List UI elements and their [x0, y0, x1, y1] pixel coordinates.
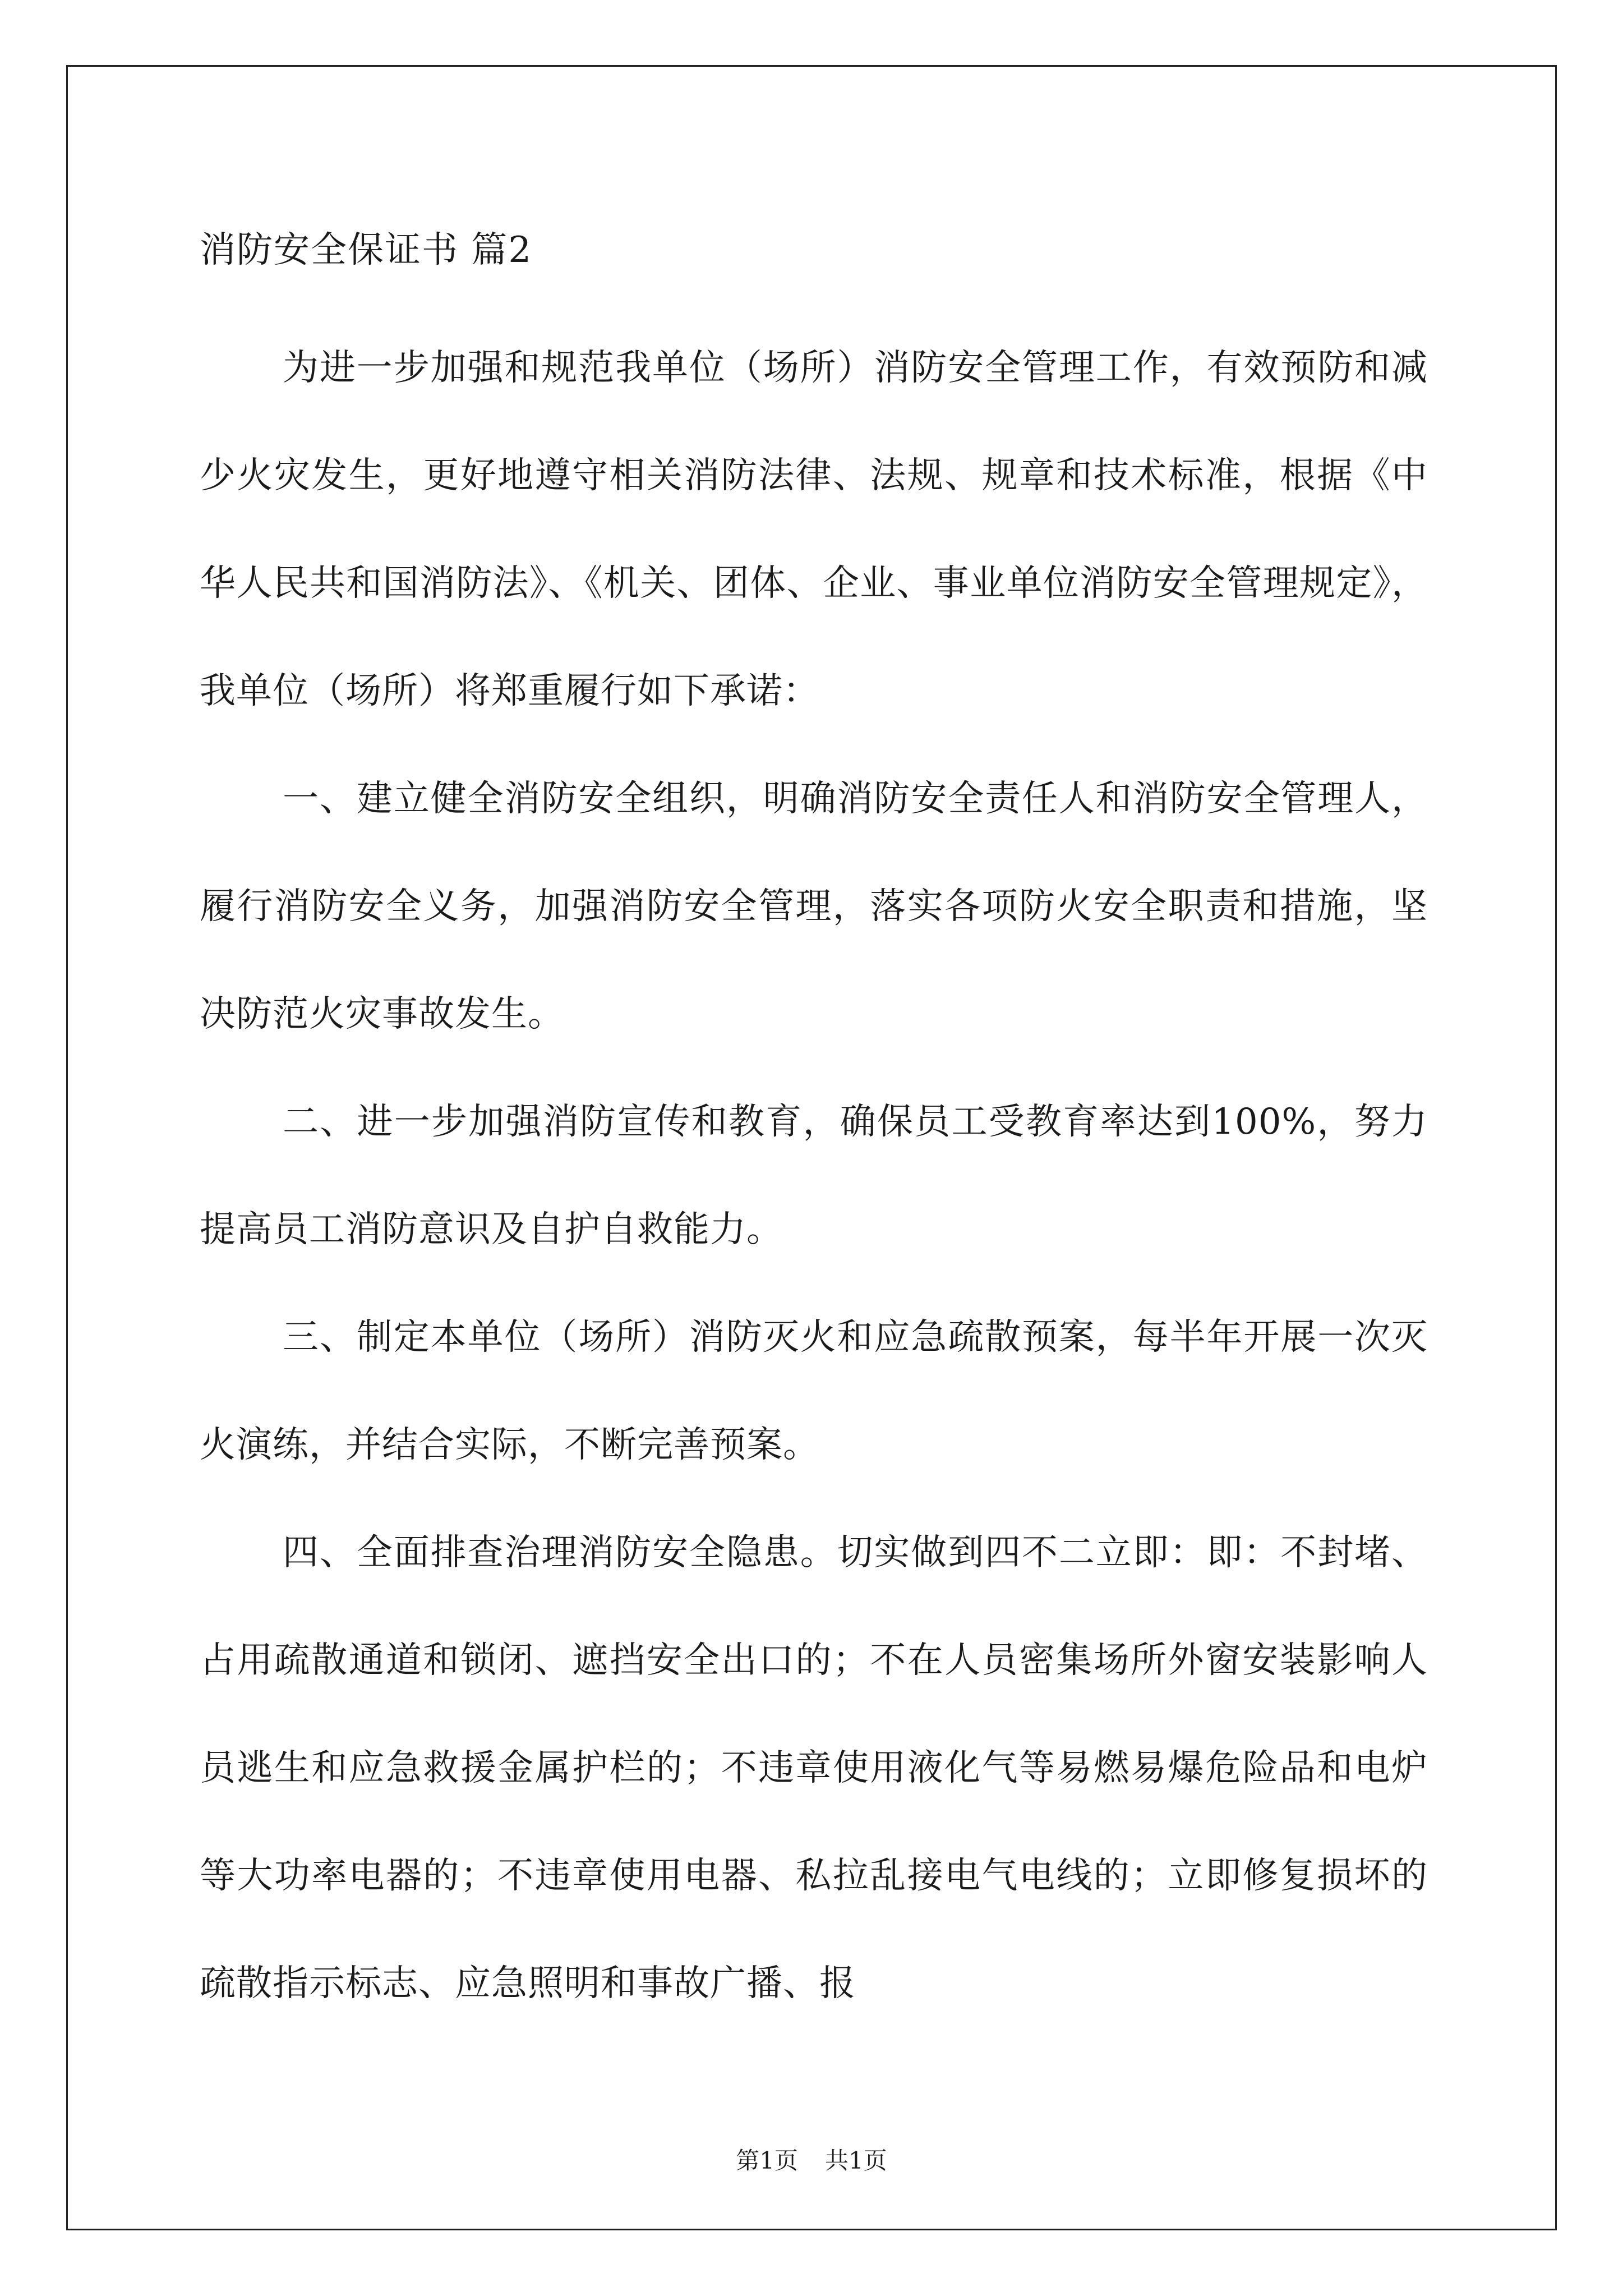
document-body: [200, 314, 1428, 2037]
document-title: 消防安全保证书 篇2: [200, 229, 533, 271]
page-footer: [0, 2144, 1623, 2178]
paragraph-intro: 为进一步加强和规范我单位（场所）消防安全管理工作，有效预防和减少火灾发生，更好地遵守相关消防法律、法规、规章和技术标准，根据《中华人民共和国消防法》、《机关、团体、企业、事业单位消防安全管理规定》，我单位（场所）将郑重履行如下承诺：: [200, 347, 1428, 712]
paragraph-item-4: 四、全面排查治理消防安全隐患。切实做到四不二立即：即：不封堵、占用疏散通道和锁闭、遮挡安全出口的；不在人员密集场所外窗安装影响人员逃生和应急救援金属护栏的；不违章使用液化气等易燃易爆危险品和电炉等大功率电器的；不违章使用电器、私拉乱接电气电线的；立即修复损坏的疏散指示标志、应急照明和事故广播、报: [200, 1532, 1428, 2004]
page-total: 共1页: [825, 2147, 887, 2174]
paragraph-item-1: 一、建立健全消防安全组织，明确消防安全责任人和消防安全管理人，履行消防安全义务，加强消防安全管理，落实各项防火安全职责和措施，坚决防范火灾事故发生。: [200, 778, 1428, 1035]
paragraph-item-2: 二、进一步加强消防宣传和教育，确保员工受教育率达到100%，努力提高员工消防意识及自护自救能力。: [200, 1101, 1428, 1250]
page-number: 第1页: [736, 2147, 798, 2174]
paragraph-item-3: 三、制定本单位（场所）消防灭火和应急疏散预案，每半年开展一次灭火演练，并结合实际，不断完善预案。: [200, 1317, 1428, 1466]
